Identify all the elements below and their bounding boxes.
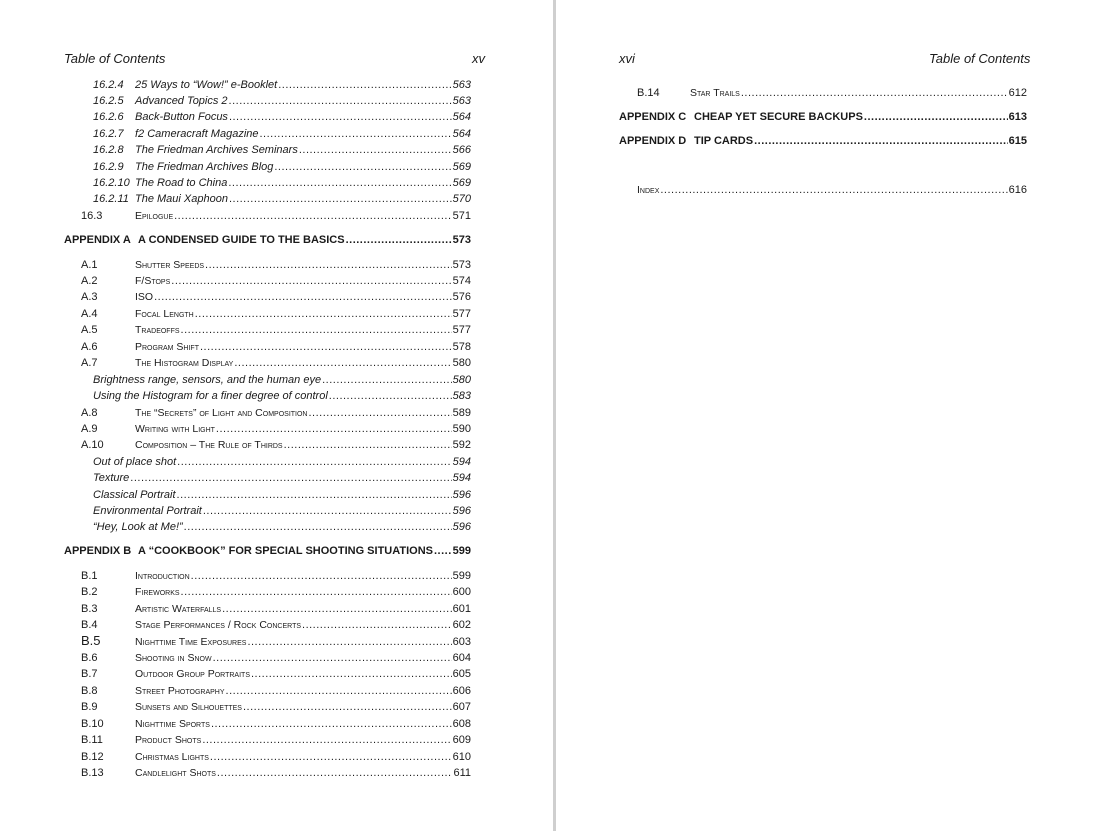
- entry-title: 25 Ways to “Wow!” e-Booklet: [135, 79, 278, 91]
- toc-entry[interactable]: [93, 93, 471, 109]
- entry-page-number: 563: [452, 95, 471, 107]
- entry-page-number: 573: [452, 234, 471, 246]
- toc-entry[interactable]: [93, 126, 471, 142]
- entry-title: ISO: [135, 291, 154, 303]
- toc-entry[interactable]: [81, 306, 471, 322]
- toc-entry[interactable]: [81, 765, 471, 781]
- entry-title: The Friedman Archives Seminars: [135, 144, 298, 156]
- entry-number: 16.3: [81, 210, 103, 222]
- toc-entry[interactable]: [93, 159, 471, 175]
- running-header-page-number: xv: [472, 51, 485, 66]
- toc-entry[interactable]: [93, 454, 471, 470]
- entry-title: Epilogue: [135, 210, 174, 222]
- entry-page-number: 573: [452, 259, 471, 271]
- running-header-page-number: xvi: [619, 51, 635, 66]
- dot-leader: [181, 322, 452, 338]
- dot-leader: [174, 208, 452, 224]
- entry-title: Product Shots: [135, 734, 202, 746]
- entry-page-number: 609: [452, 734, 471, 746]
- dot-leader: [229, 191, 452, 207]
- entry-number: B.7: [81, 668, 98, 680]
- dot-leader: [251, 666, 452, 682]
- dot-leader: [299, 142, 452, 158]
- entry-number: 16.2.9: [93, 161, 124, 173]
- toc-entry[interactable]: [93, 175, 471, 191]
- entry-page-number: 607: [452, 701, 471, 713]
- dot-leader: [202, 732, 451, 748]
- entry-title: Stage Performances / Rock Concerts: [135, 619, 302, 631]
- dot-leader: [229, 93, 452, 109]
- entry-number: A.8: [81, 407, 98, 419]
- dot-leader: [154, 289, 452, 305]
- running-header-title: Table of Contents: [64, 51, 166, 66]
- entry-page-number: 600: [452, 586, 471, 598]
- page-divider: [553, 0, 556, 831]
- dot-leader: [217, 765, 453, 781]
- left-page: [0, 0, 553, 831]
- entry-title: Texture: [93, 472, 130, 484]
- toc-entry[interactable]: [637, 182, 1027, 198]
- entry-title: Nighttime Sports: [135, 718, 210, 730]
- entry-page-number: 571: [452, 210, 471, 222]
- entry-number: APPENDIX D: [619, 135, 687, 147]
- entry-page-number: 576: [452, 291, 471, 303]
- entry-number: 16.2.7: [93, 128, 124, 140]
- entry-title: Fireworks: [135, 586, 180, 598]
- dot-leader: [195, 306, 452, 322]
- entry-page-number: 566: [452, 144, 471, 156]
- entry-title: Christmas Lights: [135, 751, 209, 763]
- entry-page-number: 599: [452, 570, 471, 582]
- entry-page-number: 578: [452, 341, 471, 353]
- dot-leader: [329, 388, 452, 404]
- entry-number: 16.2.6: [93, 111, 124, 123]
- toc-entry[interactable]: [81, 732, 471, 748]
- entry-number: A.1: [81, 259, 98, 271]
- dot-leader: [130, 470, 451, 486]
- entry-number: B.1: [81, 570, 98, 582]
- dot-leader: [274, 159, 451, 175]
- dot-leader: [228, 175, 451, 191]
- entry-title: f2 Cameracraft Magazine: [135, 128, 259, 140]
- entry-title: Shooting in Snow: [135, 652, 212, 664]
- entry-page-number: 577: [452, 324, 471, 336]
- toc-entry[interactable]: [81, 699, 471, 715]
- entry-page-number: 606: [452, 685, 471, 697]
- toc-entry[interactable]: [81, 405, 471, 421]
- entry-number: 16.2.8: [93, 144, 124, 156]
- entry-title: Out of place shot: [93, 456, 177, 468]
- entry-title: Brightness range, sensors, and the human eye: [93, 374, 322, 386]
- dot-leader: [200, 339, 452, 355]
- entry-number: APPENDIX A: [64, 234, 131, 246]
- toc-entry[interactable]: [93, 142, 471, 158]
- entry-page-number: 596: [452, 489, 471, 501]
- entry-page-number: 602: [452, 619, 471, 631]
- dot-leader: [278, 77, 451, 93]
- dot-leader: [177, 454, 451, 470]
- entry-title: Tradeoffs: [135, 324, 180, 336]
- dot-leader: [302, 617, 452, 633]
- entry-page-number: 574: [452, 275, 471, 287]
- toc-entry[interactable]: [81, 617, 471, 633]
- entry-page-number: 589: [452, 407, 471, 419]
- toc-entry[interactable]: [93, 470, 471, 486]
- entry-page-number: 603: [452, 636, 471, 648]
- dot-leader: [222, 601, 452, 617]
- toc-entry[interactable]: [64, 232, 471, 248]
- entry-title: Using the Histogram for a finer degree of control: [93, 390, 328, 402]
- dot-leader: [191, 568, 452, 584]
- dot-leader: [213, 650, 452, 666]
- entry-number: B.10: [81, 718, 104, 730]
- entry-page-number: 599: [452, 545, 471, 557]
- entry-title: A CONDENSED GUIDE TO THE BASICS: [138, 234, 345, 246]
- dot-leader: [205, 257, 452, 273]
- entry-page-number: 583: [452, 390, 471, 402]
- entry-number: B.14: [637, 87, 660, 99]
- entry-page-number: 577: [452, 308, 471, 320]
- entry-page-number: 612: [1008, 87, 1027, 99]
- entry-title: The Road to China: [135, 177, 228, 189]
- entry-title: Writing with Light: [135, 423, 215, 435]
- entry-title: Star Trails: [690, 87, 740, 99]
- dot-leader: [346, 232, 452, 248]
- toc-entry[interactable]: [81, 322, 471, 338]
- entry-title: TIP CARDS: [694, 135, 754, 147]
- entry-page-number: 596: [452, 505, 471, 517]
- dot-leader: [754, 133, 1008, 149]
- entry-page-number: 563: [452, 79, 471, 91]
- dot-leader: [308, 405, 451, 421]
- right-page: [557, 0, 1109, 831]
- dot-leader: [181, 584, 452, 600]
- entry-title: “Hey, Look at Me!”: [93, 521, 183, 533]
- entry-title: CHEAP YET SECURE BACKUPS: [694, 111, 863, 123]
- toc-entry[interactable]: [81, 437, 471, 453]
- toc-entry[interactable]: [81, 355, 471, 371]
- entry-number: B.2: [81, 586, 98, 598]
- entry-page-number: 580: [452, 357, 471, 369]
- entry-title: Focal Length: [135, 308, 194, 320]
- entry-number: B.13: [81, 767, 104, 779]
- dot-leader: [864, 109, 1008, 125]
- entry-page-number: 569: [452, 161, 471, 173]
- dot-leader: [229, 109, 452, 125]
- toc-entry[interactable]: [81, 584, 471, 600]
- toc-entry[interactable]: [81, 568, 471, 584]
- entry-number: A.3: [81, 291, 98, 303]
- entry-title: Sunsets and Silhouettes: [135, 701, 242, 713]
- toc-entry[interactable]: [619, 133, 1027, 149]
- toc-entry[interactable]: [81, 683, 471, 699]
- entry-page-number: 605: [452, 668, 471, 680]
- dot-leader: [203, 503, 452, 519]
- entry-number: A.9: [81, 423, 98, 435]
- entry-number: A.6: [81, 341, 98, 353]
- toc-entry[interactable]: [93, 372, 471, 388]
- entry-page-number: 564: [452, 111, 471, 123]
- entry-number: A.4: [81, 308, 98, 320]
- dot-leader: [247, 634, 451, 650]
- entry-title: Nighttime Time Exposures: [135, 636, 247, 648]
- entry-page-number: 592: [452, 439, 471, 451]
- dot-leader: [171, 273, 451, 289]
- toc-entry[interactable]: [81, 339, 471, 355]
- dot-leader: [234, 355, 451, 371]
- entry-title: Classical Portrait: [93, 489, 176, 501]
- entry-page-number: 604: [452, 652, 471, 664]
- running-header-title: Table of Contents: [929, 51, 1031, 66]
- entry-page-number: 569: [452, 177, 471, 189]
- entry-title: The “Secrets” of Light and Composition: [135, 407, 308, 419]
- dot-leader: [216, 421, 452, 437]
- toc-entry[interactable]: [81, 749, 471, 765]
- dot-leader: [660, 182, 1007, 198]
- entry-number: 16.2.10: [93, 177, 130, 189]
- dot-leader: [211, 716, 452, 732]
- toc-entry[interactable]: [81, 273, 471, 289]
- entry-title: Back-Button Focus: [135, 111, 228, 123]
- toc-entry[interactable]: [619, 109, 1027, 125]
- entry-title: Candlelight Shots: [135, 767, 216, 779]
- entry-number: B.4: [81, 619, 98, 631]
- toc-entry[interactable]: [81, 716, 471, 732]
- toc-entry[interactable]: [637, 85, 1027, 101]
- toc-entry[interactable]: [93, 109, 471, 125]
- toc-entry[interactable]: [81, 421, 471, 437]
- dot-leader: [184, 519, 452, 535]
- entry-page-number: 610: [452, 751, 471, 763]
- dot-leader: [260, 126, 452, 142]
- toc-entry[interactable]: [81, 601, 471, 617]
- entry-title: Program Shift: [135, 341, 199, 353]
- entry-page-number: 570: [452, 193, 471, 205]
- entry-page-number: 580: [452, 374, 471, 386]
- entry-page-number: 616: [1008, 184, 1027, 196]
- dot-leader: [177, 487, 452, 503]
- entry-title: The Friedman Archives Blog: [135, 161, 274, 173]
- entry-number: B.12: [81, 751, 104, 763]
- entry-number: B.6: [81, 652, 98, 664]
- entry-number: A.5: [81, 324, 98, 336]
- entry-title: A “COOKBOOK” FOR SPECIAL SHOOTING SITUATIONS: [138, 545, 433, 557]
- dot-leader: [210, 749, 452, 765]
- dot-leader: [226, 683, 452, 699]
- toc-entry[interactable]: [93, 77, 471, 93]
- entry-title: Environmental Portrait: [93, 505, 202, 517]
- entry-title: Composition – The Rule of Thirds: [135, 439, 283, 451]
- entry-page-number: 611: [453, 767, 471, 779]
- entry-number: B.9: [81, 701, 98, 713]
- entry-title: Shutter Speeds: [135, 259, 205, 271]
- entry-title: Index: [637, 184, 660, 196]
- entry-title: Introduction: [135, 570, 190, 582]
- toc-entry[interactable]: [93, 388, 471, 404]
- entry-number: B.8: [81, 685, 98, 697]
- entry-number: 16.2.11: [93, 193, 129, 205]
- entry-title: Advanced Topics 2: [135, 95, 228, 107]
- entry-number: 16.2.4: [93, 79, 124, 91]
- entry-page-number: 564: [452, 128, 471, 140]
- entry-number: B.11: [81, 734, 103, 746]
- toc-entry[interactable]: [81, 650, 471, 666]
- entry-title: The Maui Xaphoon: [135, 193, 228, 205]
- toc-entry[interactable]: [81, 633, 471, 649]
- dot-leader: [434, 543, 452, 559]
- entry-page-number: 608: [452, 718, 471, 730]
- toc-entry[interactable]: [93, 519, 471, 535]
- toc-entry[interactable]: [93, 487, 471, 503]
- entry-number: B.3: [81, 603, 98, 615]
- toc-entry[interactable]: [93, 191, 471, 207]
- entry-page-number: 613: [1008, 111, 1027, 123]
- toc-entry[interactable]: [93, 503, 471, 519]
- entry-page-number: 590: [452, 423, 471, 435]
- entry-page-number: 615: [1008, 135, 1027, 147]
- dot-leader: [322, 372, 452, 388]
- entry-page-number: 601: [452, 603, 471, 615]
- entry-number: APPENDIX B: [64, 545, 132, 557]
- dot-leader: [284, 437, 452, 453]
- entry-title: F/Stops: [135, 275, 171, 287]
- entry-number: APPENDIX C: [619, 111, 687, 123]
- toc-entry[interactable]: [64, 543, 471, 559]
- entry-number: 16.2.5: [93, 95, 124, 107]
- entry-title: Artistic Waterfalls: [135, 603, 222, 615]
- toc-entry[interactable]: [81, 208, 471, 224]
- entry-number: A.7: [81, 357, 98, 369]
- entry-title: Outdoor Group Portraits: [135, 668, 250, 680]
- toc-entry[interactable]: [81, 666, 471, 682]
- entry-number: A.10: [81, 439, 104, 451]
- entry-title: The Histogram Display: [135, 357, 234, 369]
- entry-page-number: 594: [452, 456, 471, 468]
- entry-page-number: 594: [452, 472, 471, 484]
- toc-entry[interactable]: [81, 289, 471, 305]
- entry-number: B.5: [81, 633, 101, 648]
- dot-leader: [243, 699, 452, 715]
- entry-number: A.2: [81, 275, 98, 287]
- dot-leader: [741, 85, 1008, 101]
- entry-title: Street Photography: [135, 685, 225, 697]
- toc-entry[interactable]: [81, 257, 471, 273]
- entry-page-number: 596: [452, 521, 471, 533]
